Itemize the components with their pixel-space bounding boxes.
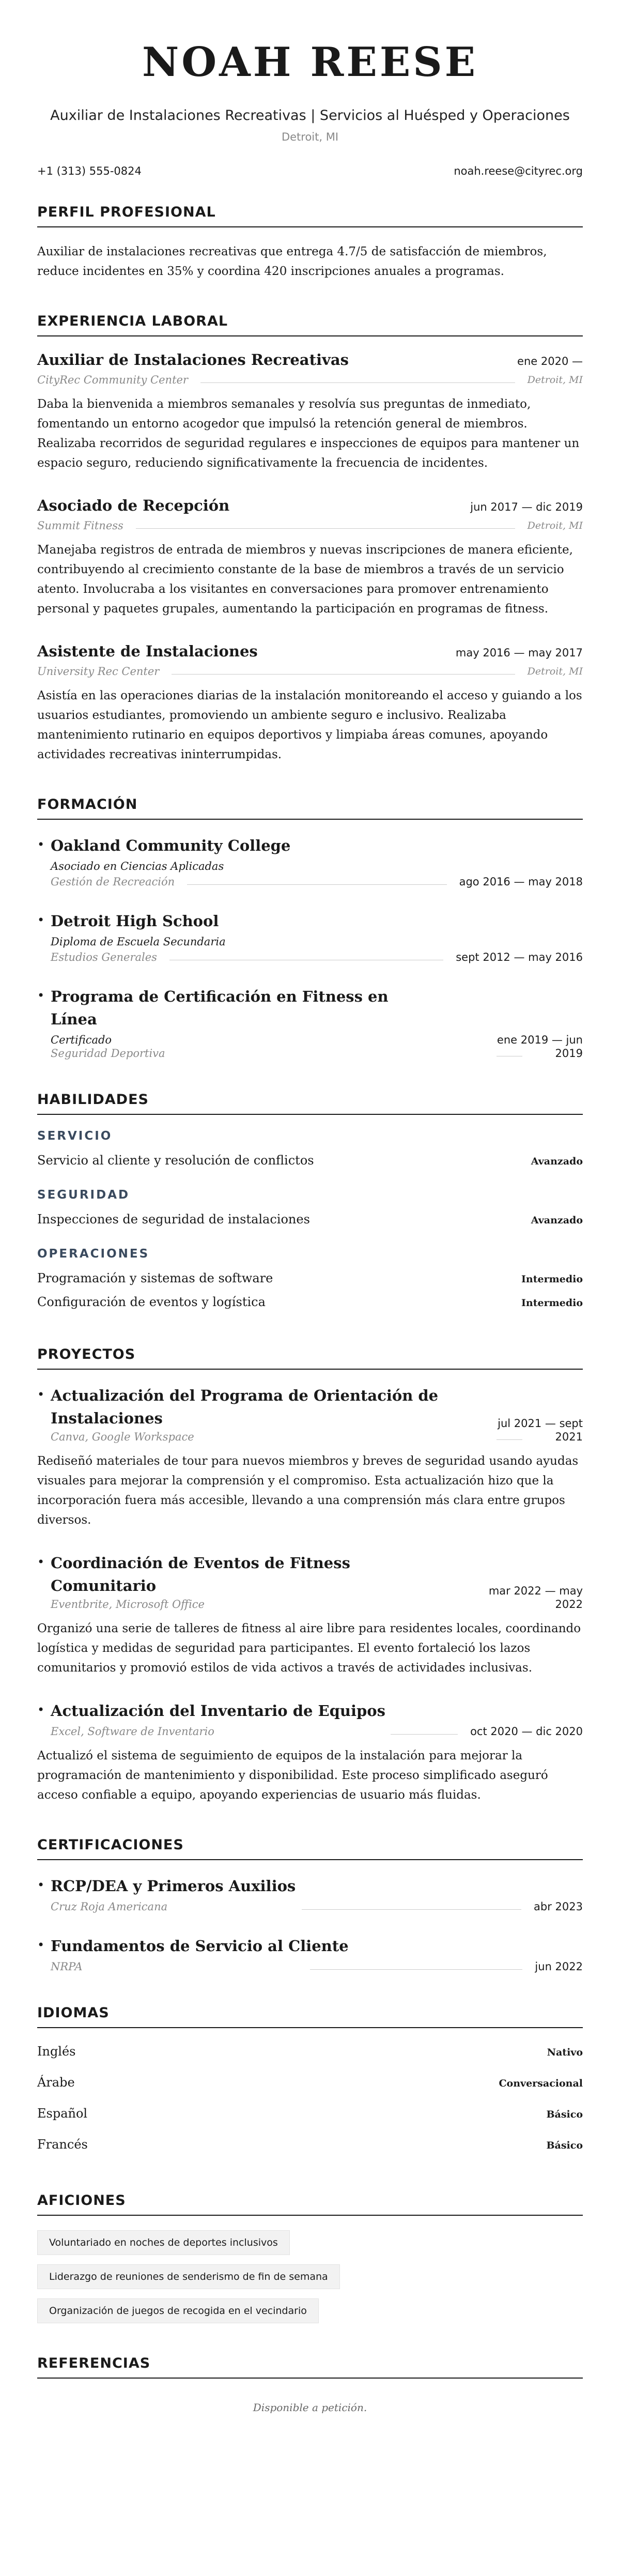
certification-issuer: Cruz Roja Americana [51, 1900, 168, 1913]
hobby-tag: Liderazgo de reuniones de senderismo de fin de semana [37, 2264, 340, 2289]
language-row [37, 2129, 583, 2160]
skill-name: Servicio al cliente y resolución de conflictos [37, 1153, 314, 1168]
section-title: CERTIFICACIONES [37, 1837, 583, 1860]
job-location: Detroit, MI [527, 374, 583, 386]
language-row [37, 2067, 583, 2098]
experience-entry [37, 351, 583, 473]
candidate-location: Detroit, MI [281, 131, 339, 143]
skill-name: Programación y sistemas de software [37, 1271, 273, 1285]
education-entry [37, 985, 583, 1060]
school-name: Oakland Community College [51, 837, 291, 854]
job-dates: may 2016 — may 2017 [455, 647, 583, 659]
degree: Asociado en Ciencias Aplicadas [51, 860, 224, 872]
experience-entry [37, 642, 583, 764]
bullet-icon: • [37, 988, 45, 1003]
education-entry [37, 834, 583, 888]
section-title: EXPERIENCIA LABORAL [37, 313, 583, 336]
language-name: Francés [37, 2137, 88, 2152]
bullet-icon: • [37, 1703, 45, 1717]
project-tools: Excel, Software de Inventario [51, 1725, 214, 1738]
language-row [37, 2036, 583, 2067]
hobby-tag: Voluntariado en noches de deportes inclusivos [37, 2230, 290, 2255]
project-entry [37, 1384, 583, 1530]
job-dates: ene 2020 — [517, 355, 583, 367]
skill-level: Avanzado [531, 1156, 583, 1167]
language-row [37, 2098, 583, 2129]
candidate-name: NOAH REESE [142, 39, 478, 86]
languages-section [37, 2005, 583, 2160]
projects-section [37, 1346, 583, 1805]
section-title: IDIOMAS [37, 2005, 583, 2028]
section-title: HABILIDADES [37, 1092, 583, 1115]
skill-level: Avanzado [531, 1215, 583, 1226]
skill-group [37, 1129, 583, 1173]
experience-entry [37, 497, 583, 619]
job-location: Detroit, MI [527, 666, 583, 677]
project-title: Actualización del Programa de Orientación de Instalaciones [51, 1387, 439, 1427]
project-tools: Canva, Google Workspace [51, 1431, 194, 1443]
job-description: Manejaba registros de entrada de miembros y nuevas inscripciones de manera eficiente, contribuyendo al crecimiento constante de la base de miembros a través de un servicio atento. Involucraba a los visitantes en conversaciones para promover entrenamiento personal y paquetes grupales, aumentando la participación en programas de fitness. [37, 543, 573, 616]
job-dates: jun 2017 — dic 2019 [470, 501, 583, 513]
job-description: Daba la bienvenida a miembros semanales y resolvía sus preguntas de inmediato, fomentando un entorno acogedor que impulsó la retención general de miembros. Realizaba recorridos de seguridad regulares e inspecciones de equipos para mantener un espacio seguro, reduciendo significativamente la frecuencia de incidentes. [37, 397, 580, 470]
project-description: Rediseñó materiales de tour para nuevos miembros y breves de seguridad usando ayudas visuales para mejorar la comprensión y el compromiso. Esta actualización hizo que la incorporación fuera más accesible, llevando a una comprensión más clara entre grupos diversos. [37, 1454, 579, 1527]
dotted-leader [172, 669, 515, 674]
skill-name: Configuración de eventos y logística [37, 1295, 266, 1309]
job-location: Detroit, MI [527, 520, 583, 531]
section-title: FORMACIÓN [37, 796, 583, 820]
education-dates-start: ene 2019 — jun [497, 1034, 583, 1046]
candidate-headline: Auxiliar de Instalaciones Recreativas | Servicios al Huésped y Operaciones [50, 108, 570, 124]
skill-name: Inspecciones de seguridad de instalaciones [37, 1212, 310, 1226]
experience-section [37, 313, 583, 764]
degree: Diploma de Escuela Secundaria [51, 936, 226, 948]
dotted-leader [136, 523, 515, 529]
education-dates: sept 2012 — may 2016 [456, 951, 583, 963]
certification-name: Fundamentos de Servicio al Cliente [51, 1937, 349, 1955]
language-name: Inglés [37, 2044, 76, 2059]
education-dates: ago 2016 — may 2018 [459, 876, 583, 888]
certification-date: jun 2022 [535, 1960, 583, 1973]
project-dates-end: 2021 [555, 1431, 583, 1443]
project-dates-end: 2022 [555, 1598, 583, 1611]
certifications-section [37, 1837, 583, 1973]
section-title: REFERENCIAS [37, 2355, 583, 2379]
project-dates-start: jul 2021 — sept [498, 1417, 583, 1430]
project-entry [37, 1552, 583, 1678]
references-note: Disponible a petición. [253, 2401, 367, 2414]
language-level: Conversacional [499, 2078, 583, 2089]
dotted-leader [497, 1051, 522, 1056]
hobby-tag: Organización de juegos de recogida en el vecindario [37, 2298, 319, 2323]
references-section [37, 2355, 583, 2414]
bullet-icon: • [37, 913, 45, 927]
dotted-leader [310, 1964, 523, 1970]
certification-entry [37, 1875, 583, 1913]
job-description: Asistía en las operaciones diarias de la instalación monitoreando el acceso y guiando a los usuarios estudiantes, promoviendo un ambiente seguro e inclusivo. Realizaba mantenimiento rutinario en equipos deportivos y limpiaba áreas comunes, apoyando actividades recreativas ininterrumpidas. [37, 689, 582, 761]
skill-row [37, 1267, 583, 1291]
education-dates-end: 2019 [555, 1047, 583, 1060]
bullet-icon: • [37, 1555, 45, 1569]
dotted-leader [391, 1729, 458, 1735]
dotted-leader [187, 879, 446, 885]
certification-date: abr 2023 [534, 1900, 583, 1913]
skill-category: SERVICIO [37, 1129, 113, 1143]
dotted-leader [200, 377, 515, 383]
resume-header [37, 0, 583, 143]
hobbies-section [37, 2192, 583, 2333]
school-name: Detroit High School [51, 912, 219, 930]
degree: Certificado [51, 1034, 112, 1046]
dotted-leader [169, 955, 443, 960]
email-address: noah.reese@cityrec.org [454, 165, 583, 177]
field-of-study: Seguridad Deportiva [51, 1047, 165, 1060]
project-dates: oct 2020 — dic 2020 [470, 1725, 583, 1738]
bullet-icon: • [37, 837, 45, 852]
language-level: Nativo [547, 2047, 583, 2058]
project-description: Actualizó el sistema de seguimiento de equipos de la instalación para mejorar la programación de mantenimiento y disponibilidad. Este proceso simplificado aseguró acceso confiable a equipo, apoyando experiencias de usuario más fluidas. [37, 1749, 548, 1802]
job-title: Asociado de Recepción [37, 497, 230, 514]
dotted-leader [497, 1434, 522, 1440]
employer: CityRec Community Center [37, 374, 188, 386]
section-title: PROYECTOS [37, 1346, 583, 1370]
skill-level: Intermedio [521, 1297, 583, 1309]
skill-row [37, 1149, 583, 1173]
skill-group [37, 1188, 583, 1232]
skill-row [37, 1208, 583, 1232]
field-of-study: Gestión de Recreación [51, 876, 175, 888]
field-of-study: Estudios Generales [51, 951, 157, 963]
language-name: Español [37, 2106, 88, 2121]
dotted-leader [302, 1904, 521, 1910]
bullet-icon: • [37, 1878, 45, 1892]
profile-summary: Auxiliar de instalaciones recreativas que entrega 4.7/5 de satisfacción de miembros, reduce incidentes en 35% y coordina 420 inscripciones anuales a programas. [37, 245, 547, 278]
project-title: Coordinación de Eventos de Fitness Comunitario [51, 1554, 350, 1594]
skill-level: Intermedio [521, 1274, 583, 1285]
contact-row [37, 165, 583, 177]
project-title: Actualización del Inventario de Equipos [51, 1702, 385, 1720]
bullet-icon: • [37, 1938, 45, 1952]
language-level: Básico [546, 2140, 583, 2151]
employer: Summit Fitness [37, 519, 123, 532]
language-name: Árabe [37, 2075, 75, 2090]
project-entry [37, 1699, 583, 1805]
employer: University Rec Center [37, 665, 160, 678]
profile-section [37, 204, 583, 281]
section-title: PERFIL PROFESIONAL [37, 204, 583, 227]
certification-issuer: NRPA [51, 1960, 83, 1973]
skill-group [37, 1247, 583, 1314]
school-name: Programa de Certificación en Fitness en Línea [51, 988, 389, 1028]
project-description: Organizó una serie de talleres de fitness al aire libre para residentes locales, coordinando logística y medidas de seguridad para participantes. El evento fortaleció los lazos comunitarios y promovió estilos de vida activos a través de actividades inclusivas. [37, 1622, 581, 1675]
bullet-icon: • [37, 1387, 45, 1402]
certification-entry [37, 1935, 583, 1973]
section-title: AFICIONES [37, 2192, 583, 2216]
skill-row [37, 1291, 583, 1314]
skill-category: SEGURIDAD [37, 1188, 130, 1202]
project-dates-start: mar 2022 — may [488, 1585, 583, 1597]
project-tools: Eventbrite, Microsoft Office [51, 1598, 205, 1611]
skills-section [37, 1092, 583, 1314]
education-section [37, 796, 583, 1060]
education-entry [37, 910, 583, 963]
job-title: Auxiliar de Instalaciones Recreativas [37, 351, 349, 369]
language-level: Básico [546, 2109, 583, 2120]
certification-name: RCP/DEA y Primeros Auxilios [51, 1877, 296, 1895]
job-title: Asistente de Instalaciones [37, 642, 258, 660]
phone-number: +1 (313) 555-0824 [37, 165, 142, 177]
skill-category: OPERACIONES [37, 1247, 150, 1261]
